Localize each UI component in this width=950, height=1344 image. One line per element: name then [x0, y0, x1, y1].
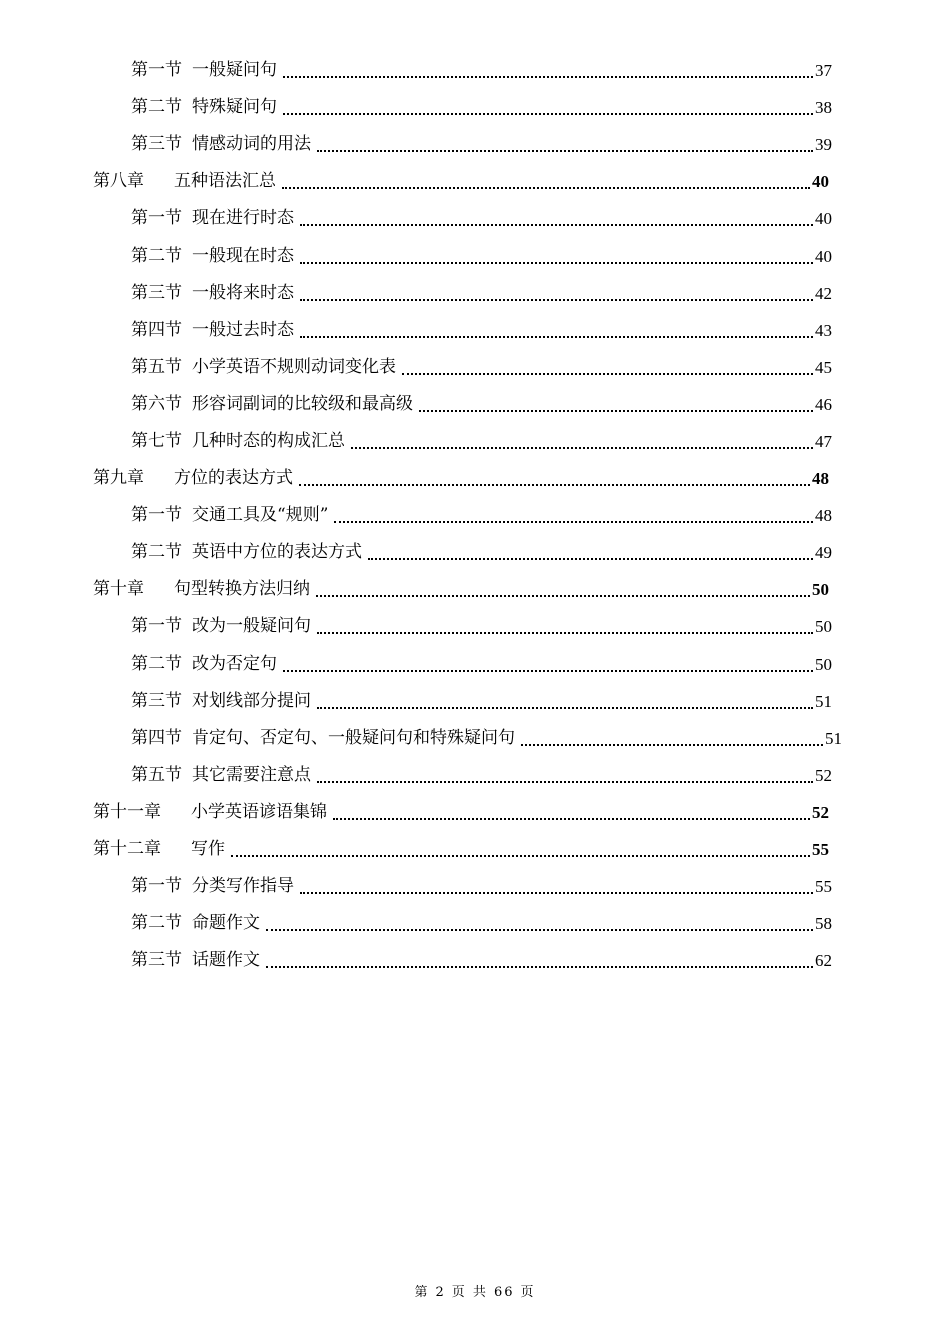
toc-section-entry[interactable] — [0, 905, 832, 942]
toc-entry-number: 第十章 — [93, 579, 144, 600]
toc-dot-leader — [300, 891, 813, 894]
toc-dot-leader — [299, 483, 810, 486]
toc-entry-number: 第八章 — [93, 171, 144, 192]
toc-entry-page-number: 37 — [815, 61, 832, 81]
toc-section-entry[interactable] — [0, 534, 832, 571]
toc-entry-page-number: 49 — [815, 543, 832, 563]
toc-entry-number: 第五节 — [131, 764, 182, 785]
toc-entry-page-number: 38 — [815, 98, 832, 118]
toc-entry-number: 第二节 — [131, 97, 182, 118]
toc-dot-leader — [231, 854, 810, 857]
toc-entry-page-number: 62 — [815, 951, 832, 971]
toc-entry-number: 第一节 — [131, 208, 182, 229]
toc-entry-page-number: 52 — [812, 802, 829, 822]
toc-chapter-entry[interactable] — [0, 460, 829, 497]
toc-entry-number: 第二节 — [131, 653, 182, 674]
page-footer — [0, 1281, 950, 1300]
toc-entry-title: 一般过去时态 — [192, 319, 294, 340]
toc-entry-title: 情感动词的用法 — [192, 134, 311, 155]
toc-entry-page-number: 42 — [815, 283, 832, 303]
toc-entry-title: 一般疑问句 — [192, 60, 277, 81]
toc-entry-number: 第一节 — [131, 876, 182, 897]
toc-section-entry[interactable] — [0, 720, 842, 757]
toc-entry-page-number: 50 — [812, 580, 829, 600]
toc-section-entry[interactable] — [0, 386, 832, 423]
toc-dot-leader — [317, 706, 813, 709]
toc-section-entry[interactable] — [0, 275, 832, 312]
toc-entry-title: 肯定句、否定句、一般疑问句和特殊疑问句 — [192, 727, 515, 748]
toc-entry-number: 第三节 — [131, 950, 182, 971]
toc-entry-number: 第二节 — [131, 913, 182, 934]
table-of-contents — [0, 52, 950, 979]
toc-entry-title: 话题作文 — [192, 950, 260, 971]
toc-entry-number: 第三节 — [131, 690, 182, 711]
toc-entry-title: 英语中方位的表达方式 — [192, 542, 362, 563]
toc-entry-number: 第七节 — [131, 430, 182, 451]
toc-dot-leader — [351, 446, 813, 449]
toc-section-entry[interactable] — [0, 423, 832, 460]
toc-entry-page-number: 43 — [815, 320, 832, 340]
toc-dot-leader — [316, 594, 810, 597]
toc-section-entry[interactable] — [0, 237, 832, 274]
footer-total-pages: 66 — [493, 1285, 515, 1300]
footer-current-page: 2 — [435, 1285, 446, 1300]
toc-dot-leader — [317, 631, 813, 634]
toc-entry-page-number: 50 — [815, 654, 832, 674]
toc-dot-leader — [317, 780, 813, 783]
toc-entry-number: 第十一章 — [93, 801, 161, 822]
toc-entry-page-number: 50 — [815, 617, 832, 637]
toc-dot-leader — [283, 112, 813, 115]
footer-prefix: 第 — [414, 1285, 430, 1300]
toc-dot-leader — [282, 186, 810, 189]
toc-section-entry[interactable] — [0, 349, 832, 386]
toc-entry-title: 一般将来时态 — [192, 282, 294, 303]
toc-entry-page-number: 47 — [815, 431, 832, 451]
toc-entry-title: 现在进行时态 — [192, 208, 294, 229]
toc-entry-title: 小学英语谚语集锦 — [191, 801, 327, 822]
toc-dot-leader — [300, 223, 813, 226]
toc-section-entry[interactable] — [0, 497, 832, 534]
toc-chapter-entry[interactable] — [0, 831, 829, 868]
toc-section-entry[interactable] — [0, 683, 832, 720]
toc-entry-page-number: 58 — [815, 914, 832, 934]
toc-entry-title: 五种语法汇总 — [174, 171, 276, 192]
toc-chapter-entry[interactable] — [0, 571, 829, 608]
toc-section-entry[interactable] — [0, 312, 832, 349]
toc-entry-title: 交通工具及“规则” — [192, 505, 329, 526]
toc-entry-number: 第四节 — [131, 727, 182, 748]
toc-entry-title: 其它需要注意点 — [192, 764, 311, 785]
toc-entry-page-number: 40 — [812, 172, 829, 192]
toc-entry-page-number: 48 — [815, 506, 832, 526]
toc-entry-number: 第一节 — [131, 60, 182, 81]
toc-entry-title: 小学英语不规则动词变化表 — [192, 356, 396, 377]
toc-dot-leader — [283, 75, 813, 78]
toc-entry-number: 第三节 — [131, 282, 182, 303]
toc-entry-number: 第四节 — [131, 319, 182, 340]
toc-section-entry[interactable] — [0, 868, 832, 905]
toc-dot-leader — [317, 149, 813, 152]
footer-mid: 页 共 — [451, 1285, 488, 1300]
footer-suffix: 页 — [520, 1285, 536, 1300]
toc-dot-leader — [300, 335, 813, 338]
toc-entry-page-number: 51 — [815, 691, 832, 711]
toc-entry-page-number: 55 — [812, 840, 829, 860]
toc-entry-title: 句型转换方法归纳 — [174, 579, 310, 600]
toc-chapter-entry[interactable] — [0, 794, 829, 831]
toc-dot-leader — [334, 520, 813, 523]
toc-entry-number: 第二节 — [131, 245, 182, 266]
toc-entry-title: 特殊疑问句 — [192, 97, 277, 118]
toc-entry-page-number: 51 — [825, 728, 842, 748]
toc-entry-number: 第三节 — [131, 134, 182, 155]
toc-dot-leader — [300, 298, 813, 301]
toc-section-entry[interactable] — [0, 757, 832, 794]
toc-entry-title: 写作 — [191, 839, 225, 860]
toc-dot-leader — [300, 261, 813, 264]
toc-entry-title: 改为一般疑问句 — [192, 616, 311, 637]
toc-section-entry[interactable] — [0, 52, 832, 89]
toc-chapter-entry[interactable] — [0, 163, 829, 200]
toc-dot-leader — [266, 928, 813, 931]
toc-entry-number: 第二节 — [131, 542, 182, 563]
toc-entry-number: 第五节 — [131, 356, 182, 377]
toc-dot-leader — [402, 372, 813, 375]
toc-entry-title: 形容词副词的比较级和最高级 — [192, 393, 413, 414]
toc-entry-number: 第一节 — [131, 505, 182, 526]
toc-entry-page-number: 52 — [815, 765, 832, 785]
toc-section-entry[interactable] — [0, 89, 832, 126]
toc-section-entry[interactable] — [0, 608, 832, 645]
toc-dot-leader — [333, 817, 810, 820]
toc-entry-number: 第一节 — [131, 616, 182, 637]
toc-entry-title: 命题作文 — [192, 913, 260, 934]
toc-entry-page-number: 46 — [815, 394, 832, 414]
toc-entry-page-number: 39 — [815, 135, 832, 155]
toc-entry-title: 几种时态的构成汇总 — [192, 430, 345, 451]
toc-section-entry[interactable] — [0, 646, 832, 683]
toc-dot-leader — [521, 743, 823, 746]
toc-entry-title: 改为否定句 — [192, 653, 277, 674]
toc-entry-page-number: 40 — [815, 246, 832, 266]
toc-section-entry[interactable] — [0, 126, 832, 163]
toc-section-entry[interactable] — [0, 200, 832, 237]
toc-entry-number: 第十二章 — [93, 839, 161, 860]
toc-entry-page-number: 55 — [815, 877, 832, 897]
toc-dot-leader — [283, 669, 813, 672]
toc-entry-number: 第九章 — [93, 468, 144, 489]
toc-entry-title: 一般现在时态 — [192, 245, 294, 266]
toc-entry-title: 方位的表达方式 — [174, 468, 293, 489]
toc-entry-title: 对划线部分提问 — [192, 690, 311, 711]
toc-section-entry[interactable] — [0, 942, 832, 979]
toc-dot-leader — [419, 409, 813, 412]
toc-dot-leader — [368, 557, 813, 560]
toc-dot-leader — [266, 965, 813, 968]
toc-entry-page-number: 45 — [815, 357, 832, 377]
toc-entry-page-number: 40 — [815, 209, 832, 229]
toc-entry-title: 分类写作指导 — [192, 876, 294, 897]
toc-entry-page-number: 48 — [812, 469, 829, 489]
toc-entry-number: 第六节 — [131, 393, 182, 414]
